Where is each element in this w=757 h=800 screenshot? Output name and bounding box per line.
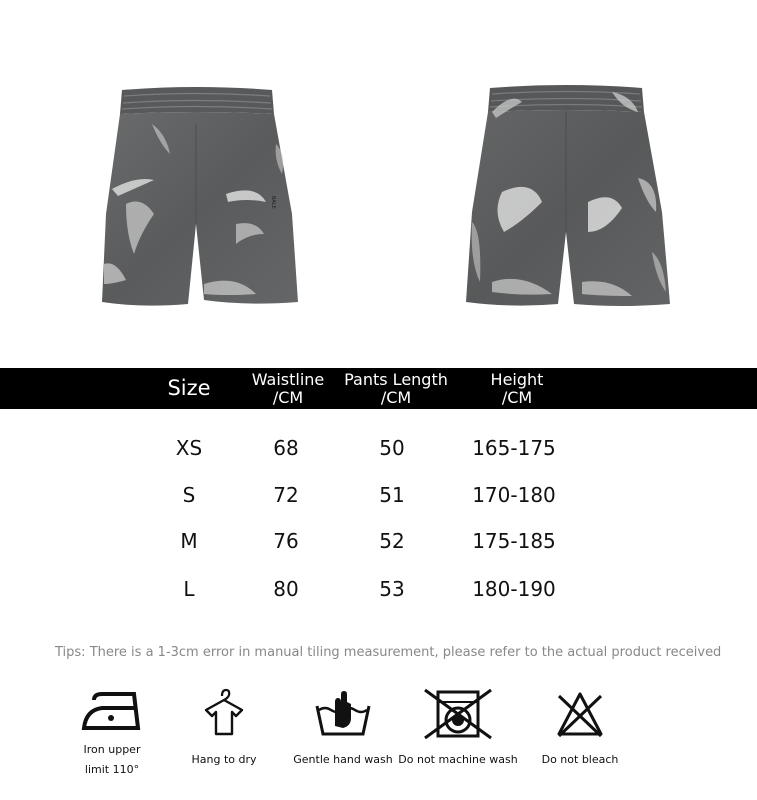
waistline-cell: 76 bbox=[273, 529, 299, 553]
height-header-label: Height bbox=[490, 370, 544, 389]
waistline-cell: 72 bbox=[273, 483, 299, 507]
hand-wash-label: Gentle hand wash bbox=[293, 753, 393, 766]
hand-wash-icon bbox=[313, 688, 373, 740]
waistline-header-unit: /CM bbox=[272, 388, 304, 407]
table-row bbox=[0, 433, 757, 463]
pants-length-header-unit: /CM bbox=[380, 388, 412, 407]
no-bleach-label: Do not bleach bbox=[541, 753, 619, 766]
shorts-back-image bbox=[462, 82, 674, 314]
svg-text:BALE: BALE bbox=[270, 196, 276, 209]
size-cell: L bbox=[183, 577, 195, 601]
no-machine-wash-label: Do not machine wash bbox=[398, 753, 518, 766]
waistline-header-label: Waistline bbox=[251, 370, 325, 389]
table-row bbox=[0, 526, 757, 556]
no-machine-wash-icon bbox=[423, 688, 493, 740]
iron-label-line1: Iron upper bbox=[83, 743, 141, 756]
table-row bbox=[0, 574, 757, 604]
waistline-header bbox=[238, 371, 338, 407]
size-table-header bbox=[0, 368, 757, 409]
height-header-unit: /CM bbox=[501, 388, 533, 407]
iron-icon bbox=[80, 688, 144, 740]
waistline-cell: 68 bbox=[273, 436, 299, 460]
waistline-cell: 80 bbox=[273, 577, 299, 601]
height-cell: 180-190 bbox=[472, 577, 556, 601]
pants-length-header bbox=[331, 371, 461, 407]
measurement-tips: Tips: There is a 1-3cm error in manual tiling measurement, please refer to the actual product received bbox=[55, 645, 722, 660]
care-no-bleach bbox=[535, 688, 625, 770]
pants-length-cell: 52 bbox=[379, 529, 405, 553]
no-bleach-icon bbox=[555, 688, 605, 740]
shorts-front-image bbox=[96, 84, 306, 310]
care-no-machine-wash bbox=[398, 688, 518, 770]
care-iron bbox=[70, 688, 154, 780]
care-hang-dry bbox=[184, 688, 264, 770]
size-cell: XS bbox=[175, 436, 203, 460]
pants-length-header-label: Pants Length bbox=[344, 370, 448, 389]
size-cell: M bbox=[180, 529, 198, 553]
size-cell: S bbox=[182, 483, 196, 507]
care-hand-wash bbox=[293, 688, 393, 770]
pants-length-cell: 53 bbox=[379, 577, 405, 601]
hang-dry-label: Hang to dry bbox=[191, 753, 257, 766]
table-row bbox=[0, 480, 757, 510]
height-cell: 175-185 bbox=[472, 529, 556, 553]
iron-label-line2: limit 110° bbox=[84, 763, 140, 776]
pants-length-cell: 50 bbox=[379, 436, 405, 460]
height-cell: 165-175 bbox=[472, 436, 556, 460]
size-header: Size bbox=[167, 376, 211, 400]
pants-length-cell: 51 bbox=[379, 483, 405, 507]
height-header bbox=[466, 371, 568, 407]
height-cell: 170-180 bbox=[472, 483, 556, 507]
hanger-icon bbox=[202, 688, 246, 740]
